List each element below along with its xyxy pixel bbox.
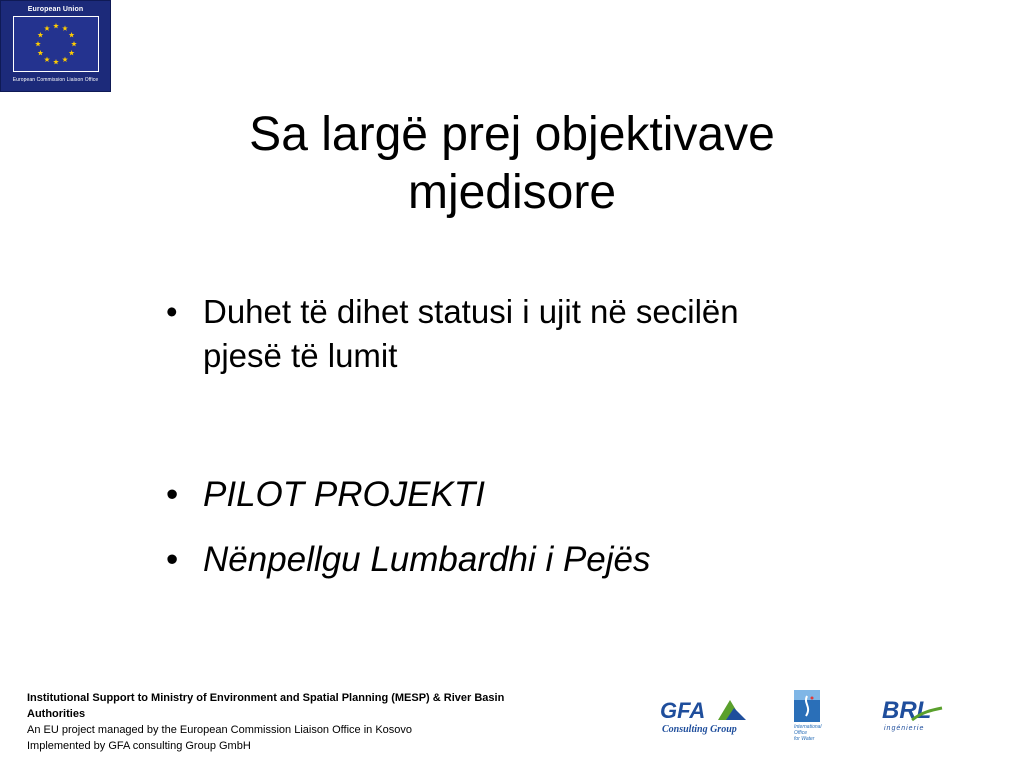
bullet-text: Nënpellgu Lumbardhi i Pejës (203, 540, 651, 579)
slide-title-line1: Sa largë prej objektivave (249, 108, 775, 161)
eu-star-icon (38, 50, 44, 55)
eu-star-icon (62, 25, 68, 30)
iow-logo-line2: Office (794, 730, 808, 736)
eu-logo (0, 0, 111, 92)
iow-logo-line3: for Water (794, 736, 815, 742)
bullet-item (160, 290, 923, 378)
footer-line3: An EU project managed by the European Commission Liaison Office in Kosovo (27, 724, 413, 736)
eu-star-icon (38, 32, 44, 37)
footer-line2: Authorities (27, 708, 86, 720)
footer-line1: Institutional Support to Ministry of Environment and Spatial Planning (MESP) & River Basin (27, 692, 505, 704)
slide-title (0, 106, 1024, 222)
eu-star-icon (44, 57, 50, 62)
eu-star-icon (53, 23, 59, 28)
eu-star-icon (69, 50, 75, 55)
brl-logo-sub: ingénierie (884, 725, 925, 732)
bullet-text-line1: Duhet të dihet statusi i ujit në secilën (203, 293, 739, 330)
eu-logo-bottom-text: European Commission Liaison Office (12, 77, 99, 83)
eu-stars-icon (14, 17, 98, 71)
brl-logo-name: BRL (882, 697, 932, 724)
footer-line4: Implemented by GFA consulting Group GmbH (27, 740, 251, 752)
gfa-logo-name: GFA (660, 698, 706, 723)
bullet-text: PILOT PROJEKTI (203, 475, 485, 514)
eu-star-icon (44, 25, 50, 30)
bullet-item (160, 538, 923, 582)
gfa-logo (660, 694, 750, 738)
bullet-marker: • (166, 540, 179, 579)
eu-flag (13, 16, 99, 72)
slide-title-line2: mjedisore (407, 166, 617, 219)
footer (27, 690, 567, 754)
eu-star-icon (71, 41, 77, 46)
eu-logo-top-text: European Union (27, 6, 84, 13)
gfa-logo-sub: Consulting Group (662, 724, 737, 735)
iow-logo-line1: International (794, 724, 822, 730)
eu-star-icon (53, 59, 59, 64)
bullet-marker: • (166, 475, 179, 514)
eu-star-icon (69, 32, 75, 37)
brl-logo (882, 694, 946, 734)
bullet-item (160, 473, 923, 517)
eu-star-icon (35, 41, 41, 46)
iow-logo (790, 690, 838, 742)
bullet-marker: • (166, 293, 178, 330)
bullet-text-line2: pjesë të lumit (203, 337, 398, 374)
eu-star-icon (62, 57, 68, 62)
